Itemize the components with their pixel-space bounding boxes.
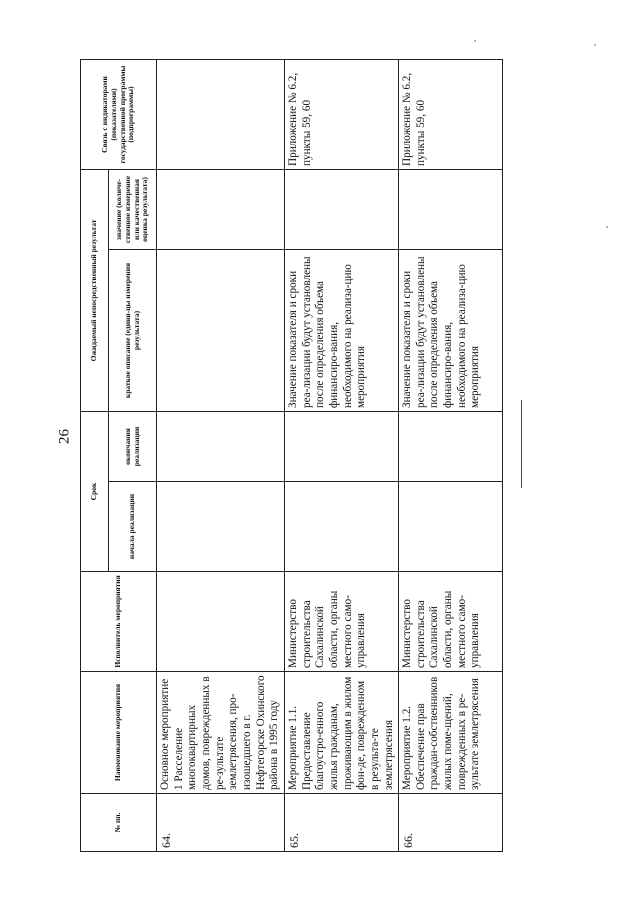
row-end (399, 411, 503, 481)
header-result-value: значение (количе-ственное измерение или качественная оценка результата) (109, 169, 157, 249)
header-num: № пп. (81, 794, 157, 852)
table-row (399, 59, 503, 851)
row-desc (157, 249, 285, 411)
row-start (284, 482, 398, 572)
header-term-start: начала реализации (109, 482, 157, 572)
row-name: Мероприятие 1.2. Обеспечение прав граждан-собственников жилых поме-щений, поврежденных в ре-зультате землетрясения (399, 672, 503, 794)
header-executor: Исполнитель мероприятия (81, 572, 157, 672)
row-num: 64. (157, 794, 285, 852)
row-executor: Министерство строительства Сахалинской области, органы местного само-управления (399, 572, 503, 672)
row-end (284, 411, 398, 481)
row-executor (157, 572, 285, 672)
table-row (284, 59, 398, 851)
header-name: Наименование мероприятия (81, 672, 157, 794)
row-desc: Значение показателя и сроки реа-лизации будут установлены после определения объема финансиро-вания, необходимого на реализа-цию мероприятия (399, 249, 503, 411)
row-value (157, 169, 285, 249)
row-name: Основное мероприятие 1 Расселение многоквартирных домов, поврежденных в ре-зультате землетрясения, про-изошедшего в г. Нефтегорске Охинского района в 1995 году (157, 672, 285, 794)
row-value (284, 169, 398, 249)
row-link (157, 59, 285, 169)
margin-rule (521, 400, 522, 488)
rotated-table-wrapper (80, 60, 482, 852)
row-link: Приложение № 6.2, пункты 59, 60 (284, 59, 398, 169)
header-term-end: окончания реализации (109, 411, 157, 481)
page-number: 26 (56, 429, 73, 444)
row-value (399, 169, 503, 249)
row-name: Мероприятие 1.1. Предоставление благоустро-енного жилья гражданам, проживающим в жилом фон-де, поврежденном в результа-те землетрясения (284, 672, 398, 794)
header-result: Ожидаемый непосредственный результат (81, 169, 109, 411)
header-term: Срок (81, 411, 109, 571)
header-link: Связь с индикаторами (показателями) государственной программы (подпрограммы) (81, 59, 157, 169)
row-start (399, 482, 503, 572)
header-row-top (81, 59, 109, 851)
row-link: Приложение № 6.2, пункты 59, 60 (399, 59, 503, 169)
row-num: 66. (399, 794, 503, 852)
row-start (157, 482, 285, 572)
row-end (157, 411, 285, 481)
header-result-desc: краткое описание (едини-цы измерения результата) (109, 249, 157, 411)
row-num: 65. (284, 794, 398, 852)
measures-table (80, 59, 503, 852)
row-executor: Министерство строительства Сахалинской области, органы местного само-управления (284, 572, 398, 672)
table-row (157, 59, 285, 851)
row-desc: Значение показателя и сроки реа-лизации будут установлены после определения объема финансиро-вания, необходимого на реализа-цию мероприятия (284, 249, 398, 411)
scan-speck (606, 226, 608, 228)
scan-speck (594, 44, 596, 46)
scan-speck (474, 40, 476, 42)
